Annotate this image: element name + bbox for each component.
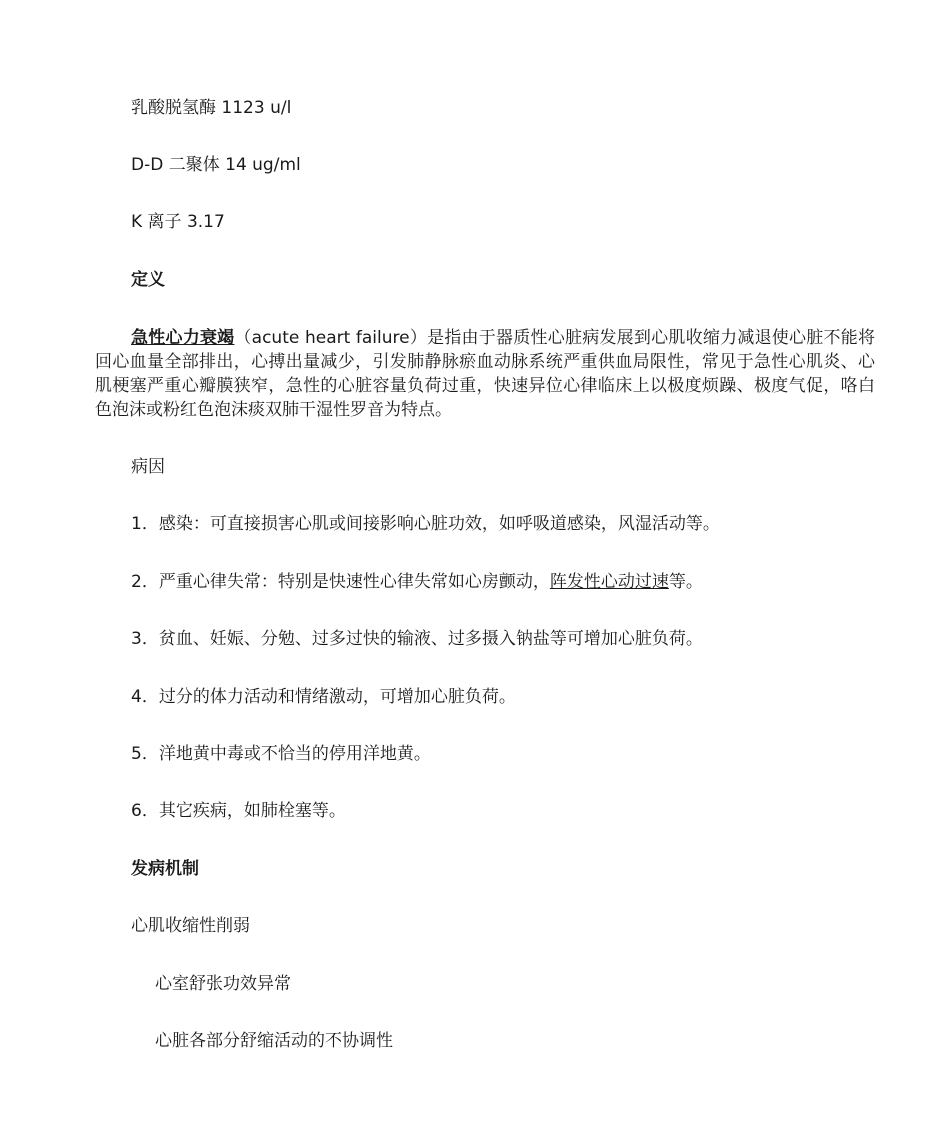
etiology-item-2 (131, 570, 703, 594)
etiology-item-2-text: 2．严重心律失常：特别是快速性心律失常如心房颤动， (131, 572, 550, 592)
etiology-item-6: 6．其它疾病，如肺栓塞等。 (131, 801, 346, 821)
lab-d-dimer: D-D 二聚体 14 ug/ml (131, 155, 301, 175)
lab-ldh: 乳酸脱氢酶 1123 u/l (131, 98, 292, 118)
definition-term: 急性心力衰竭 (131, 328, 235, 348)
etiology-item-1: 1．感染：可直接损害心肌或间接影响心脏功效，如呼吸道感染，风湿活动等。 (131, 514, 720, 534)
mechanism-item-1: 心肌收缩性削弱 (131, 916, 250, 936)
lab-potassium: K 离子 3.17 (131, 212, 225, 232)
etiology-item-3: 3．贫血、妊娠、分勉、过多过快的输液、过多摄入钠盐等可增加心脏负荷。 (131, 629, 703, 649)
etiology-item-4: 4．过分的体力活动和情绪激动，可增加心脏负荷。 (131, 687, 516, 707)
definition-paragraph (95, 326, 875, 422)
mechanism-item-3: 心脏各部分舒缩活动的不协调性 (155, 1031, 393, 1051)
mechanism-heading: 发病机制 (131, 859, 199, 879)
definition-body: （acute heart failure）是指由于器质性心脏病发展到心肌收缩力减退使心脏不能将回心血量全部排出，心搏出量减少，引发肺静脉瘀血动脉系统严重供血局限性，常见于急性心肌炎、心肌梗塞严重心瓣膜狭窄，急性的心脏容量负荷过重，快速异位心律临床上以极度烦躁、极度气促，咯白色泡沫或粉红色泡沫痰双肺干湿性罗音为特点。 (95, 328, 875, 420)
mechanism-item-2: 心室舒张功效异常 (155, 974, 291, 994)
etiology-item-5: 5．洋地黄中毒或不恰当的停用洋地黄。 (131, 744, 431, 764)
tachycardia-link[interactable]: 阵发性心动过速 (549, 572, 669, 592)
definition-heading: 定义 (131, 270, 165, 290)
etiology-heading: 病因 (131, 457, 165, 477)
etiology-item-2-suffix: 等。 (668, 572, 703, 592)
